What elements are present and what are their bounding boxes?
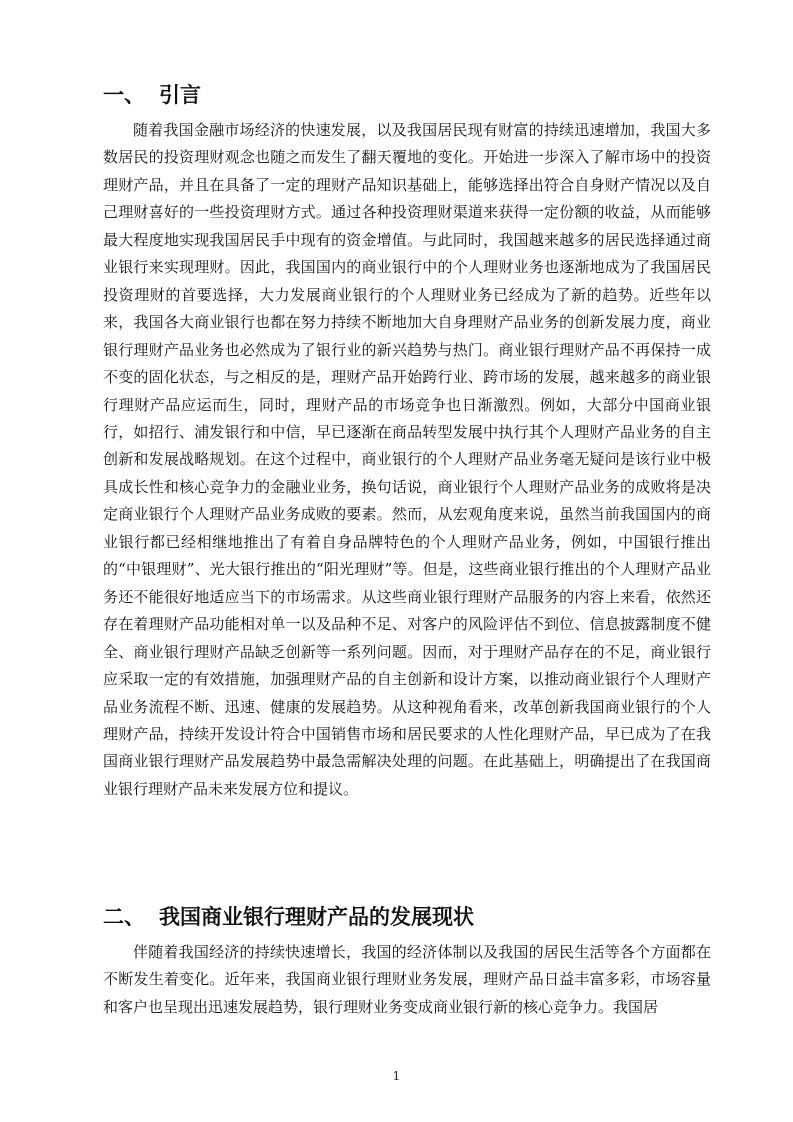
page-number: 1	[392, 1069, 401, 1083]
section-title: 引言	[159, 83, 201, 107]
section-number: 一、	[103, 83, 145, 107]
section-title: 我国商业银行理财产品的发展现状	[159, 905, 474, 929]
section-number: 二、	[103, 905, 145, 929]
section-heading-development-status	[103, 903, 474, 931]
development-status-paragraph: 伴随着我国经济的持续快速增长，我国的经济体制以及我国的居民生活等各个方面都在不断发生着变化。近年来，我国商业银行理财业务发展，理财产品日益丰富多彩，市场容量和客户也呈现出迅速发展趋势，银行理财业务变成商业银行新的核心竞争力。我国居	[103, 943, 711, 1016]
section-heading-introduction	[103, 81, 201, 109]
introduction-paragraph: 随着我国金融市场经济的快速发展，以及我国居民现有财富的持续迅速增加，我国大多数居民的投资理财观念也随之而发生了翻天覆地的变化。开始进一步深入了解市场中的投资理财产品，并且在具备了一定的理财产品知识基础上，能够选择出符合自身财产情况以及自己理财喜好的一些投资理财方式。通过各种投资理财渠道来获得一定份额的收益，从而能够最大程度地实现我国居民手中现有的资金增值。与此同时，我国越来越多的居民选择通过商业银行来实现理财。因此，我国国内的商业银行中的个人理财业务也逐渐地成为了我国居民投资理财的首要选择，大力发展商业银行的个人理财业务已经成为了新的趋势。近些年以来，我国各大商业银行也都在努力持续不断地加大自身理财产品业务的创新发展力度，商业银行理财产品业务也必然成为了银行业的新兴趋势与热门。商业银行理财产品不再保持一成不变的固化状态，与之相反的是，理财产品开始跨行业、跨市场的发展，越来越多的商业银行理财产品应运而生，同时，理财产品的市场竞争也日渐激烈。例如，大部分中国商业银行，如招行、浦发银行和中信，早已逐渐在商品转型发展中执行其个人理财产品业务的自主创新和发展战略规划。在这个过程中，商业银行的个人理财产品业务毫无疑问是该行业中极具成长性和核心竞争力的金融业业务，换句话说，商业银行个人理财产品业务的成败将是决定商业银行个人理财产品业务成败的要素。然而，从宏观角度来说，虽然当前我国国内的商业银行都已经相继地推出了有着自身品牌特色的个人理财产品业务，例如，中国银行推出的“中银理财”、光大银行推出的“阳光理财”等。但是，这些商业银行推出的个人理财产品业务还不能很好地适应当下的市场需求。从这些商业银行理财产品服务的内容上来看，依然还存在着理财产品功能相对单一以及品种不足、对客户的风险评估不到位、信息披露制度不健全、商业银行理财产品缺乏创新等一系列问题。因而，对于理财产品存在的不足，商业银行应采取一定的有效措施，加强理财产品的自主创新和设计方案，以推动商业银行个人理财产品业务流程不断、迅速、健康的发展趋势。从这种视角看来，改革创新我国商业银行的个人理财产品，持续开发设计符合中国销售市场和居民要求的人性化理财产品，早已成为了在我国商业银行理财产品发展趋势中最急需解决处理的问题。在此基础上，明确提出了在我国商业银行理财产品未来发展方位和提议。	[103, 121, 711, 798]
